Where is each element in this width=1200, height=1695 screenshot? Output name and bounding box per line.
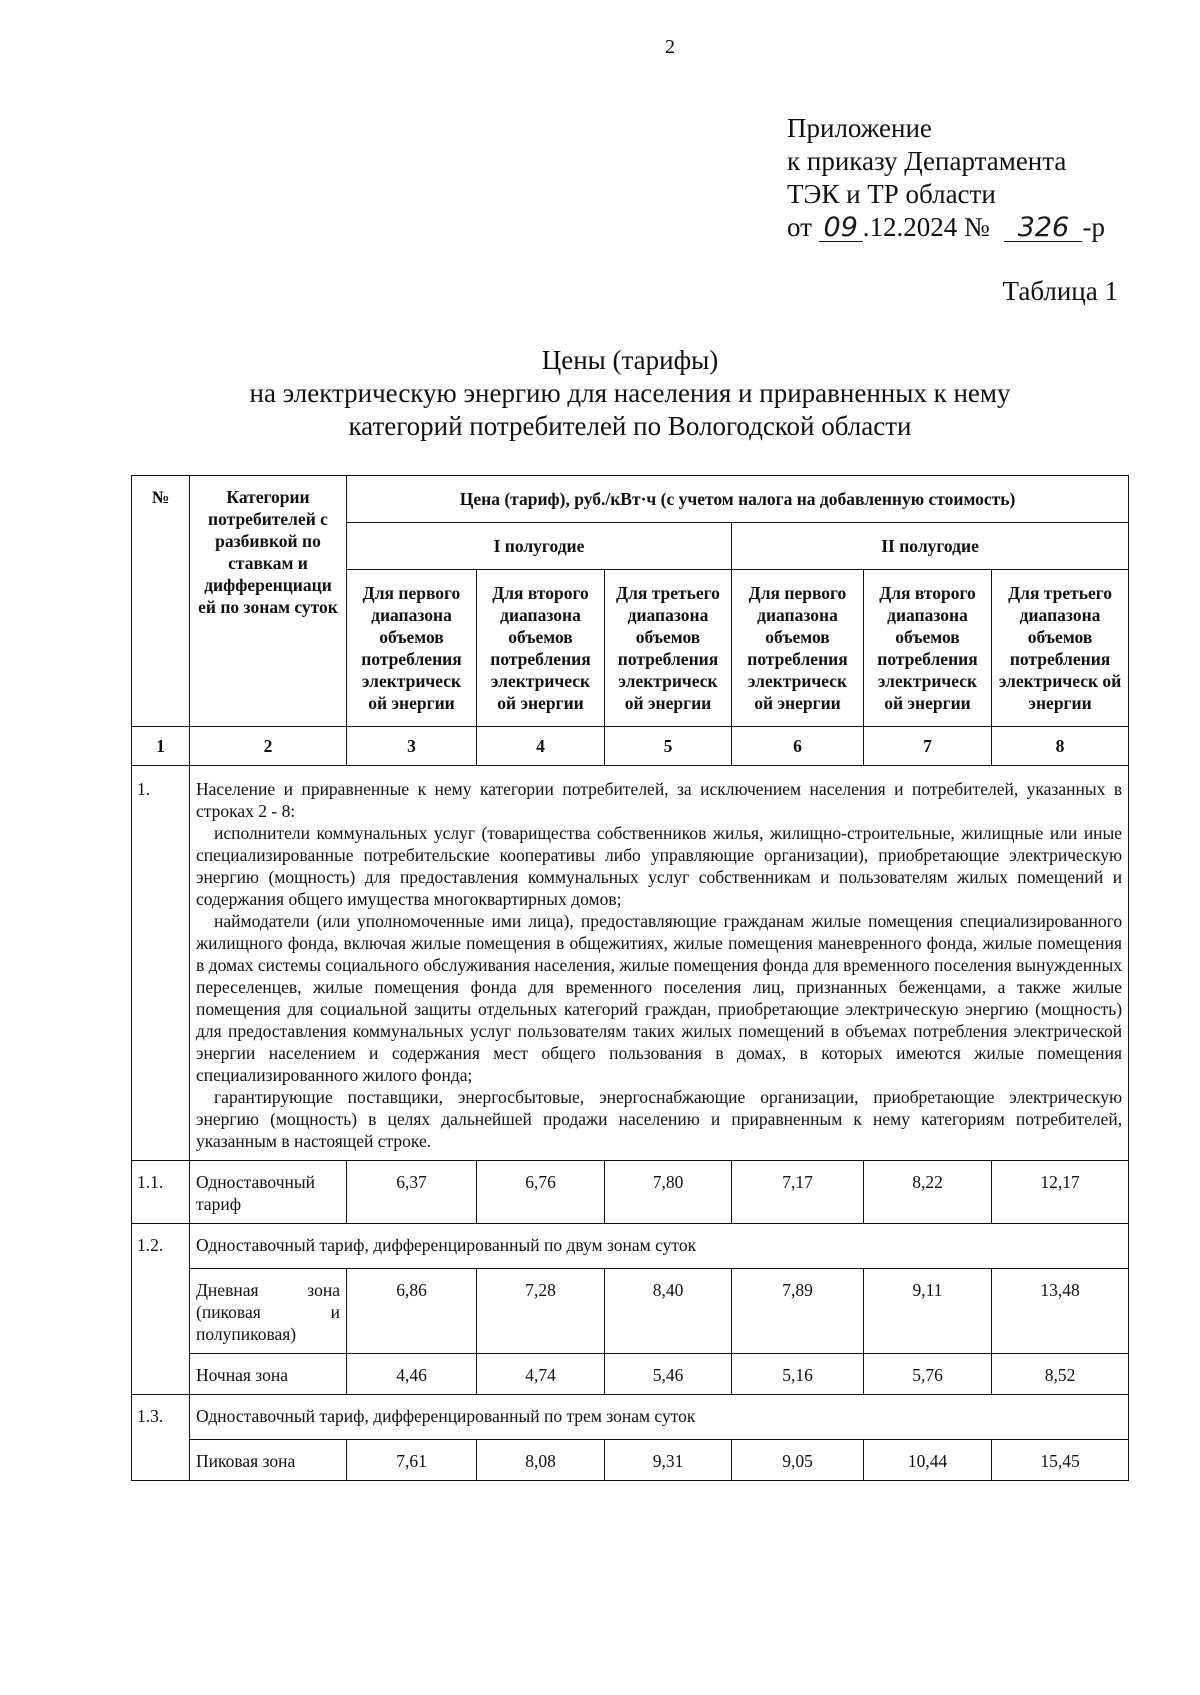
row-number: 1.2. <box>132 1224 190 1395</box>
price-cell: 7,80 <box>605 1161 732 1224</box>
price-cell: 15,45 <box>992 1440 1129 1481</box>
table-row-night-zone <box>132 1354 1129 1395</box>
row-label: Дневная зона (пиковая и полупиковая) <box>190 1269 347 1354</box>
row-group-label: Одноставочный тариф, дифференцированный по двум зонам суток <box>190 1224 1129 1269</box>
price-cell: 8,40 <box>605 1269 732 1354</box>
price-cell: 6,76 <box>477 1161 605 1224</box>
header-half-2: II полугодие <box>732 523 1129 570</box>
price-cell: 12,17 <box>992 1161 1129 1224</box>
tariff-table <box>131 475 1129 1481</box>
handwritten-date-day: 09 <box>819 215 863 242</box>
price-cell: 4,46 <box>347 1354 477 1395</box>
table-row-1-3 <box>132 1395 1129 1440</box>
table-row-day-zone <box>132 1269 1129 1354</box>
header-range-2-h1: Для второго диапазона объемов потребления электрическ ой энергии <box>477 570 605 727</box>
document-title <box>120 344 1140 443</box>
row-1-paragraph: исполнители коммунальных услуг (товарищества собственников жилья, жилищно-строительные, жилищные или иные специализированные потребительские кооперативы либо управляющие организации), приобретающие электрическую энергию (мощность) для предоставления коммунальных услуг собственникам и пользователям жилых помещений и содержания общего имущества многоквартирных домов; <box>196 823 1123 909</box>
row-label: Одноставочный тариф <box>190 1161 347 1224</box>
row-number: 1. <box>132 766 190 1161</box>
price-cell: 5,76 <box>864 1354 992 1395</box>
price-cell: 7,28 <box>477 1269 605 1354</box>
row-group-label: Одноставочный тариф, дифференцированный по трем зонам суток <box>190 1395 1129 1440</box>
appendix-date-line <box>787 211 1105 244</box>
handwritten-order-number: 326 <box>1004 215 1082 242</box>
price-cell: 9,11 <box>864 1269 992 1354</box>
header-range-3-h2: Для третьего диапазона объемов потребления электрическ ой энергии <box>992 570 1129 727</box>
price-cell: 5,16 <box>732 1354 864 1395</box>
table-row-peak-zone <box>132 1440 1129 1481</box>
price-cell: 13,48 <box>992 1269 1129 1354</box>
column-number: 2 <box>190 727 347 766</box>
header-range-3-h1: Для третьего диапазона объемов потребления электрическ ой энергии <box>605 570 732 727</box>
table-row-1 <box>132 766 1129 1161</box>
row-label: Пиковая зона <box>190 1440 347 1481</box>
page-number: 2 <box>665 36 675 58</box>
title-line-2: на электрическую энергию для населения и приравненных к нему <box>249 378 1011 408</box>
title-line-1: Цены (тарифы) <box>541 345 719 375</box>
appendix-line-1: Приложение <box>787 113 932 143</box>
price-cell: 7,17 <box>732 1161 864 1224</box>
table-label: Таблица 1 <box>1002 276 1118 306</box>
price-cell: 7,61 <box>347 1440 477 1481</box>
price-cell: 8,22 <box>864 1161 992 1224</box>
column-number: 1 <box>132 727 190 766</box>
price-cell: 10,44 <box>864 1440 992 1481</box>
row-label: Ночная зона <box>190 1354 347 1395</box>
row-number: 1.1. <box>132 1161 190 1224</box>
header-row-1 <box>132 476 1129 523</box>
header-price: Цена (тариф), руб./кВт·ч (с учетом налога на добавленную стоимость) <box>347 476 1129 523</box>
row-number: 1.3. <box>132 1395 190 1481</box>
header-range-2-h2: Для второго диапазона объемов потребления электрическ ой энергии <box>864 570 992 727</box>
price-cell: 8,08 <box>477 1440 605 1481</box>
date-suffix: .12.2024 № <box>862 212 990 242</box>
title-line-3: категорий потребителей по Вологодской области <box>348 411 912 441</box>
number-suffix: -р <box>1082 212 1105 242</box>
appendix-block <box>787 112 1105 244</box>
row-1-paragraph: гарантирующие поставщики, энергосбытовые, энергоснабжающие организации, приобретающие электрическую энергию (мощность) в целях дальнейшей продажи населению и приравненным к нему категориям потребителей, указанным в настоящей строке. <box>196 1087 1123 1151</box>
date-prefix: от <box>787 212 812 242</box>
column-number-row <box>132 727 1129 766</box>
header-range-1-h1: Для первого диапазона объемов потребления электрическ ой энергии <box>347 570 477 727</box>
price-cell: 4,74 <box>477 1354 605 1395</box>
column-number: 6 <box>732 727 864 766</box>
column-number: 8 <box>992 727 1129 766</box>
price-cell: 6,37 <box>347 1161 477 1224</box>
column-number: 7 <box>864 727 992 766</box>
price-cell: 5,46 <box>605 1354 732 1395</box>
price-cell: 9,31 <box>605 1440 732 1481</box>
price-cell: 8,52 <box>992 1354 1129 1395</box>
appendix-line-2: к приказу Департамента <box>787 146 1067 176</box>
table-row-1-1 <box>132 1161 1129 1224</box>
appendix-line-3: ТЭК и ТР области <box>787 179 996 209</box>
row-1-paragraph: Население и приравненные к нему категории потребителей, за исключением населения и потребителей, указанных в строках 2 - 8: <box>196 779 1123 821</box>
price-cell: 9,05 <box>732 1440 864 1481</box>
column-number: 3 <box>347 727 477 766</box>
row-1-description <box>190 766 1129 1161</box>
row-1-paragraph: наймодатели (или уполномоченные ими лица), предоставляющие гражданам жилые помещения специализированного жилищного фонда, включая жилые помещения в общежитиях, жилые помещения маневренного фонда, жилые помещения в домах системы социального обслуживания населения, жилые помещения фонда для временного поселения вынужденных переселенцев, жилые помещения фонда для временного поселения лиц, признанных беженцами, а также жилые помещения для социальной защиты отдельных категорий граждан, приобретающие электрическую энергию (мощность) для предоставления коммунальных услуг пользователям таких жилых помещений в объемах потребления электрической энергии населением и содержания мест общего пользования в домах, в которых имеются жилые помещения специализированного жилого фонда; <box>196 911 1123 1085</box>
header-number: № <box>132 476 190 727</box>
header-category: Категории потребителей с разбивкой по ставкам и дифференциаци ей по зонам суток <box>190 476 347 727</box>
table-row-1-2 <box>132 1224 1129 1269</box>
column-number: 5 <box>605 727 732 766</box>
header-range-1-h2: Для первого диапазона объемов потребления электрическ ой энергии <box>732 570 864 727</box>
price-cell: 7,89 <box>732 1269 864 1354</box>
column-number: 4 <box>477 727 605 766</box>
price-cell: 6,86 <box>347 1269 477 1354</box>
header-half-1: I полугодие <box>347 523 732 570</box>
